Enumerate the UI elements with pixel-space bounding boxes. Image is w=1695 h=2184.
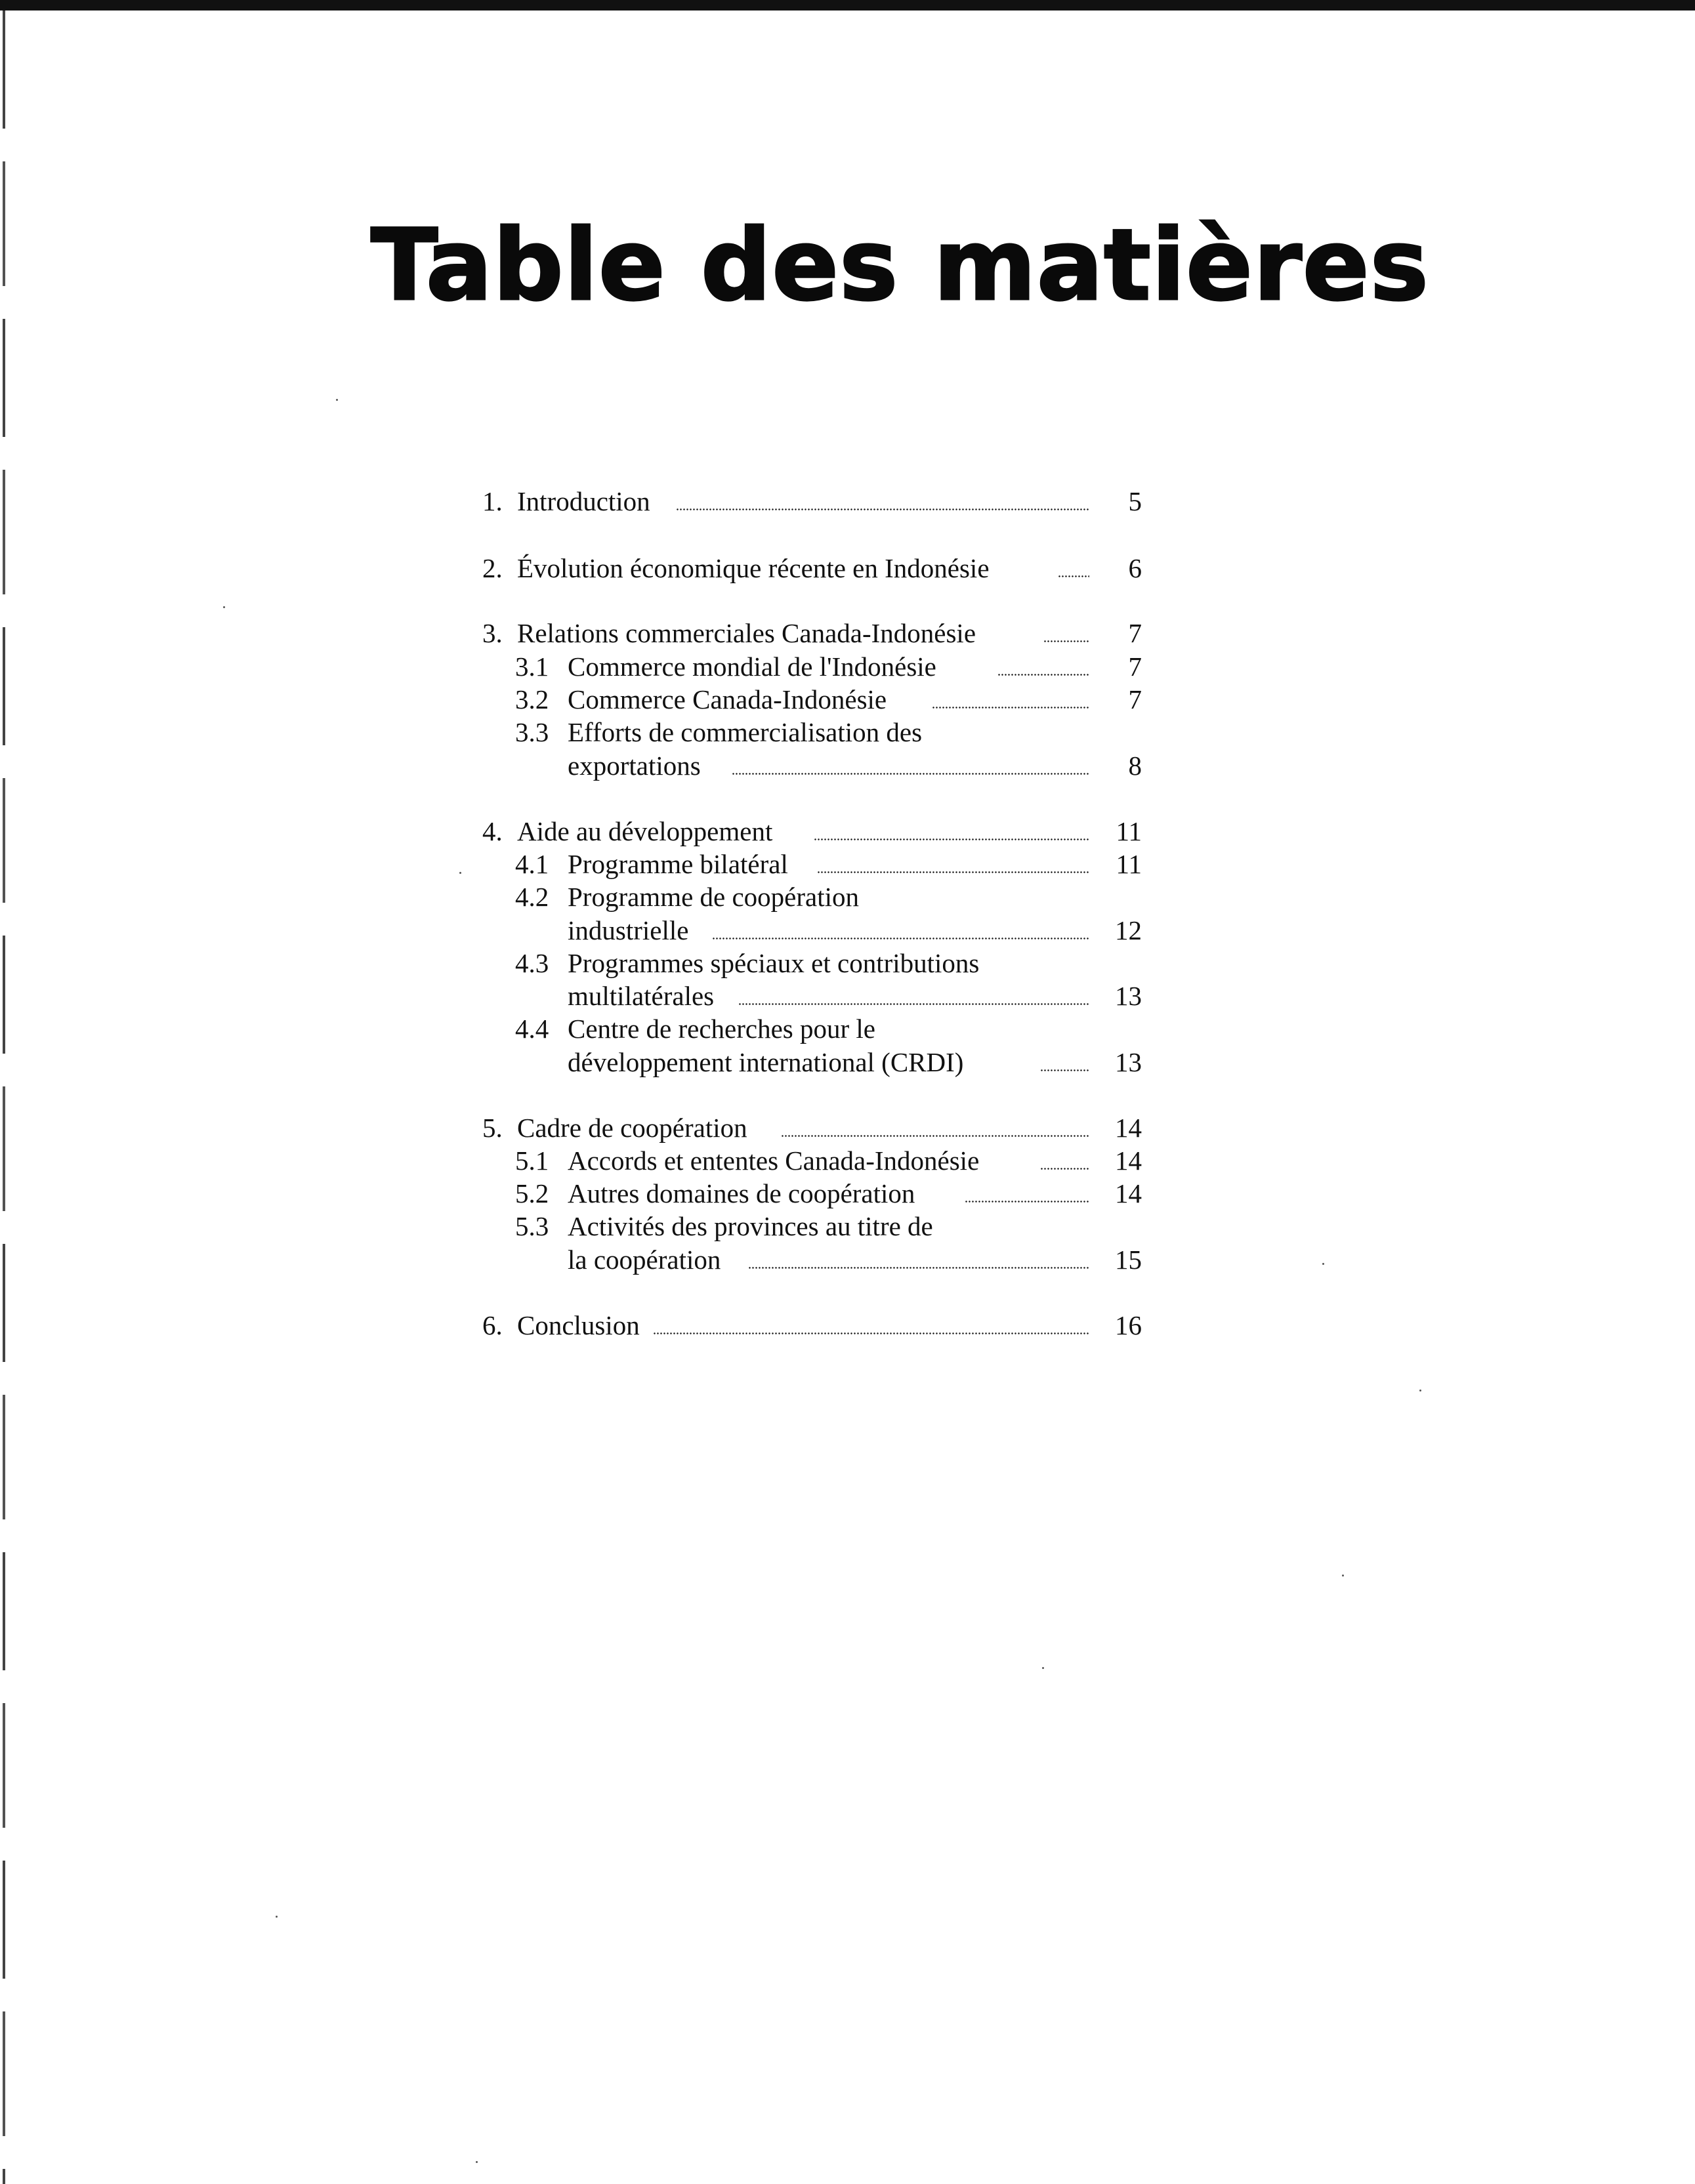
toc-entry-3-2[interactable] (479, 682, 1142, 716)
toc-number: 4.3 (515, 948, 549, 978)
toc-label: Activités des provinces au titre de (568, 1211, 933, 1241)
toc-page-number: 13 (1115, 1047, 1142, 1077)
toc-label: industrielle (568, 915, 689, 945)
leader-dots (814, 838, 1089, 840)
toc-number: 4.1 (515, 849, 549, 879)
toc-entry-4-3-continued[interactable] (479, 979, 1142, 1013)
toc-entry-4-4[interactable] (479, 1012, 1142, 1046)
toc-page-number: 16 (1115, 1310, 1142, 1340)
scan-speck (336, 399, 338, 401)
toc-label: Cadre de coopération (517, 1113, 747, 1143)
toc-entry-5[interactable] (479, 1111, 1142, 1145)
toc-label: Évolution économique récente en Indonésie (517, 553, 990, 583)
toc-entry-3-3-continued[interactable] (479, 749, 1142, 783)
toc-page-number: 14 (1115, 1113, 1142, 1143)
scan-speck (459, 872, 461, 874)
toc-number: 6. (482, 1310, 503, 1340)
toc-label: Accords et ententes Canada-Indonésie (568, 1145, 980, 1176)
toc-number: 3.1 (515, 651, 549, 682)
toc-entry-2[interactable] (479, 551, 1142, 585)
scan-speck (223, 606, 225, 608)
leader-dots (1040, 1168, 1089, 1170)
scan-left-border (3, 10, 5, 2184)
scan-speck (1342, 1575, 1344, 1576)
toc-label: Efforts de commercialisation des (568, 717, 923, 747)
toc-entry-3-1[interactable] (479, 649, 1142, 684)
toc-entry-4-1[interactable] (479, 847, 1142, 881)
toc-entry-3[interactable] (479, 616, 1142, 650)
leader-dots (997, 674, 1089, 676)
toc-page-number: 12 (1115, 915, 1142, 945)
toc-label: Relations commerciales Canada-Indonésie (517, 618, 976, 648)
leader-dots (817, 871, 1089, 873)
scan-speck (1042, 1667, 1044, 1669)
toc-page-number: 15 (1115, 1245, 1142, 1275)
leader-dots (1058, 575, 1089, 577)
leader-dots (732, 773, 1089, 775)
toc-page-number: 5 (1128, 486, 1142, 516)
toc-number: 4.4 (515, 1014, 549, 1044)
toc-number: 1. (482, 486, 503, 516)
toc-label: Conclusion (517, 1310, 640, 1340)
leader-dots (653, 1332, 1089, 1334)
toc-number: 3. (482, 618, 503, 648)
leader-dots (1043, 640, 1089, 642)
toc-number: 2. (482, 553, 503, 583)
toc-page-number: 7 (1128, 684, 1142, 714)
toc-page-number: 11 (1116, 816, 1142, 846)
toc-label: Programme de coopération (568, 882, 860, 912)
leader-dots (712, 937, 1089, 939)
toc-label: Commerce Canada-Indonésie (568, 684, 887, 714)
toc-entry-4[interactable] (479, 814, 1142, 848)
toc-label: la coopération (568, 1245, 721, 1275)
leader-dots (932, 707, 1089, 709)
toc-entry-4-3[interactable] (479, 946, 1142, 980)
toc-page-number: 14 (1115, 1178, 1142, 1208)
toc-entry-6[interactable] (479, 1308, 1142, 1342)
toc-number: 5.3 (515, 1211, 549, 1241)
toc-label: développement international (CRDI) (568, 1047, 964, 1077)
toc-number: 5.1 (515, 1145, 549, 1176)
toc-number: 4. (482, 816, 503, 846)
toc-label: Aide au développement (517, 816, 773, 846)
scan-speck (1322, 1263, 1324, 1265)
leader-dots (748, 1267, 1089, 1269)
toc-page-number: 11 (1116, 849, 1142, 879)
leader-dots (1040, 1069, 1089, 1071)
toc-number: 3.2 (515, 684, 549, 714)
toc-entry-4-2-continued[interactable] (479, 913, 1142, 947)
toc-page-number: 13 (1115, 981, 1142, 1011)
toc-page-number: 7 (1128, 618, 1142, 648)
toc-number: 3.3 (515, 717, 549, 747)
toc-number: 5.2 (515, 1178, 549, 1208)
scan-speck (276, 1916, 278, 1918)
leader-dots (965, 1201, 1089, 1203)
toc-label: Programme bilatéral (568, 849, 788, 879)
toc-page-number: 6 (1128, 553, 1142, 583)
toc-number: 5. (482, 1113, 503, 1143)
toc-label: multilatérales (568, 981, 715, 1011)
toc-entry-4-4-continued[interactable] (479, 1045, 1142, 1079)
scan-speck (1419, 1390, 1421, 1391)
toc-label: Commerce mondial de l'Indonésie (568, 651, 936, 682)
toc-entry-3-3[interactable] (479, 715, 1142, 749)
toc-label: Centre de recherches pour le (568, 1014, 875, 1044)
toc-page-number: 14 (1115, 1145, 1142, 1176)
toc-label: Introduction (517, 486, 650, 516)
toc-page-number: 7 (1128, 651, 1142, 682)
toc-label: Programmes spéciaux et contributions (568, 948, 980, 978)
toc-number: 4.2 (515, 882, 549, 912)
toc-entry-5-1[interactable] (479, 1144, 1142, 1178)
toc-page-number: 8 (1128, 751, 1142, 781)
table-of-contents (479, 0, 1142, 2184)
leader-dots (781, 1135, 1089, 1137)
toc-entry-4-2[interactable] (479, 880, 1142, 914)
toc-entry-1[interactable] (479, 484, 1142, 518)
toc-label: exportations (568, 751, 701, 781)
leader-dots (738, 1003, 1089, 1005)
toc-entry-5-3-continued[interactable] (479, 1243, 1142, 1277)
toc-label: Autres domaines de coopération (568, 1178, 915, 1208)
page-title: Table des matières (371, 209, 1429, 323)
scan-speck (476, 2161, 478, 2163)
toc-entry-5-3[interactable] (479, 1209, 1142, 1243)
leader-dots (676, 508, 1089, 510)
toc-entry-5-2[interactable] (479, 1176, 1142, 1210)
